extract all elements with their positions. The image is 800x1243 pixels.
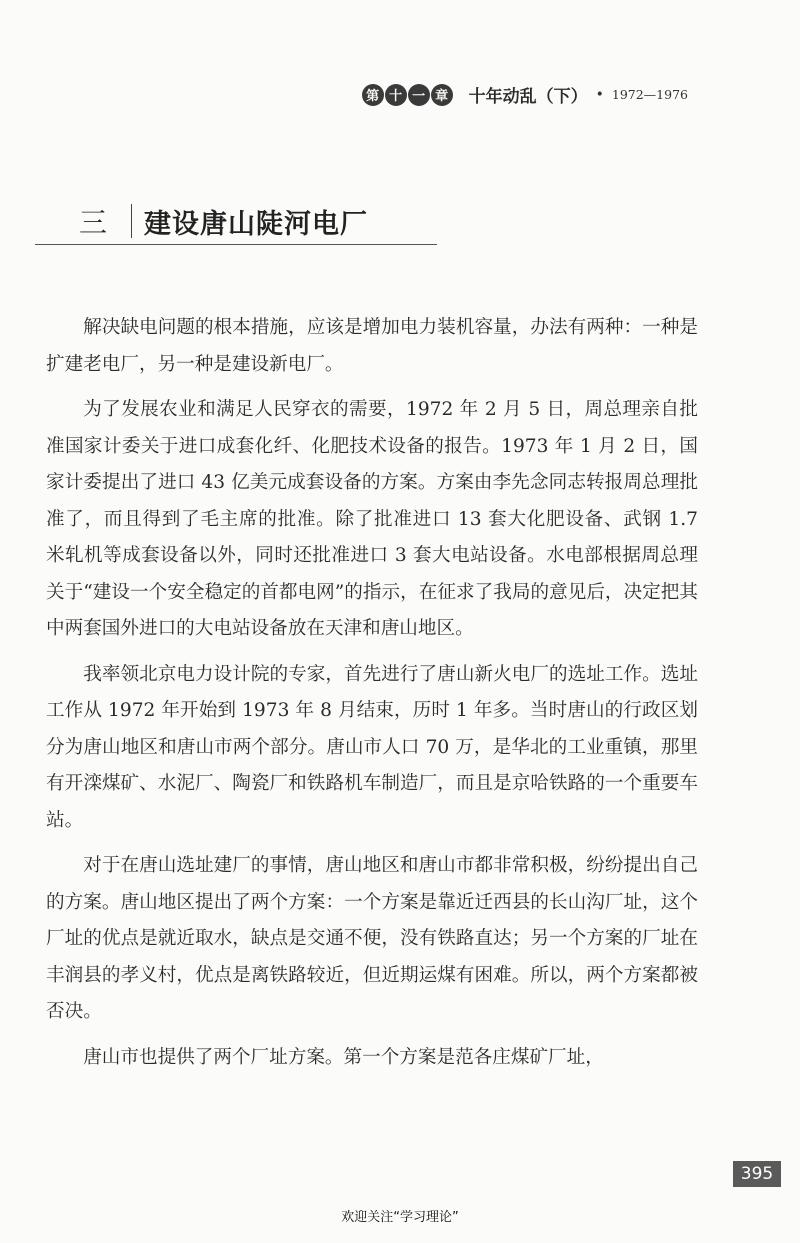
body-text (46, 310, 698, 1085)
page-number: 395 (733, 1161, 781, 1187)
chapter-years: 1972—1976 (611, 87, 688, 102)
header-bullet: • (595, 86, 604, 103)
section-divider (131, 204, 132, 238)
chapter-badge-char: 一 (408, 84, 430, 106)
chapter-badge-char: 第 (362, 84, 384, 106)
chapter-title: 十年动乱（下） (468, 87, 588, 107)
chapter-badge (362, 84, 453, 106)
running-header (362, 82, 688, 107)
paragraph: 我率领北京电力设计院的专家，首先进行了唐山新火电厂的选址工作。选址工作从 1972 年开始到 1973 年 8 月结束，历时 1 年多。当时唐山的行政区划分为唐山地区和唐山市两个部分。唐山市人口 70 万，是华北的工业重镇，那里有开滦煤矿、水泥厂、陶瓷厂和铁路机车制造厂，而且是京哈铁路的一个重要车站。 (46, 663, 698, 831)
section-number: 三 (79, 206, 108, 239)
chapter-badge-char: 章 (431, 84, 453, 106)
paragraph: 对于在唐山选址建厂的事情，唐山地区和唐山市都非常积极，纷纷提出自己的方案。唐山地区提出了两个方案：一个方案是靠近迁西县的长山沟厂址，这个厂址的优点是就近取水，缺点是交通不便，没有铁路直达；另一个方案的厂址在丰润县的孝义村，优点是离铁路较近，但近期运煤有困难。所以，两个方案都被否决。 (46, 855, 698, 1022)
footer-note: 欢迎关注“学习理论” (341, 1210, 459, 1225)
section-title: 建设唐山陡河电厂 (144, 208, 368, 240)
paragraph: 唐山市也提供了两个厂址方案。第一个方案是范各庄煤矿厂址， (83, 1046, 604, 1068)
paragraph: 为了发展农业和满足人民穿衣的需要，1972 年 2 月 5 日，周总理亲自批准国家计委关于进口成套化纤、化肥技术设备的报告。1973 年 1 月 2 日，国家计委提出了进口 43 亿美元成套设备的方案。方案由李先念同志转报周总理批准了，而且得到了毛主席的批准。除了批准进口 13 套大化肥设备、武钢 1.7 米轧机等成套设备以外，同时还批准进口 3 套大电站设备。水电部根据周总理关于“建设一个安全稳定的首都电网”的指示，在征求了我局的意见后，决定把其中两套国外进口的大电站设备放在天津和唐山地区。 (46, 399, 698, 639)
section-heading (35, 198, 437, 245)
paragraph: 解决缺电问题的根本措施，应该是增加电力装机容量，办法有两种：一种是扩建老电厂，另一种是建设新电厂。 (46, 317, 698, 375)
chapter-badge-char: 十 (385, 84, 407, 106)
